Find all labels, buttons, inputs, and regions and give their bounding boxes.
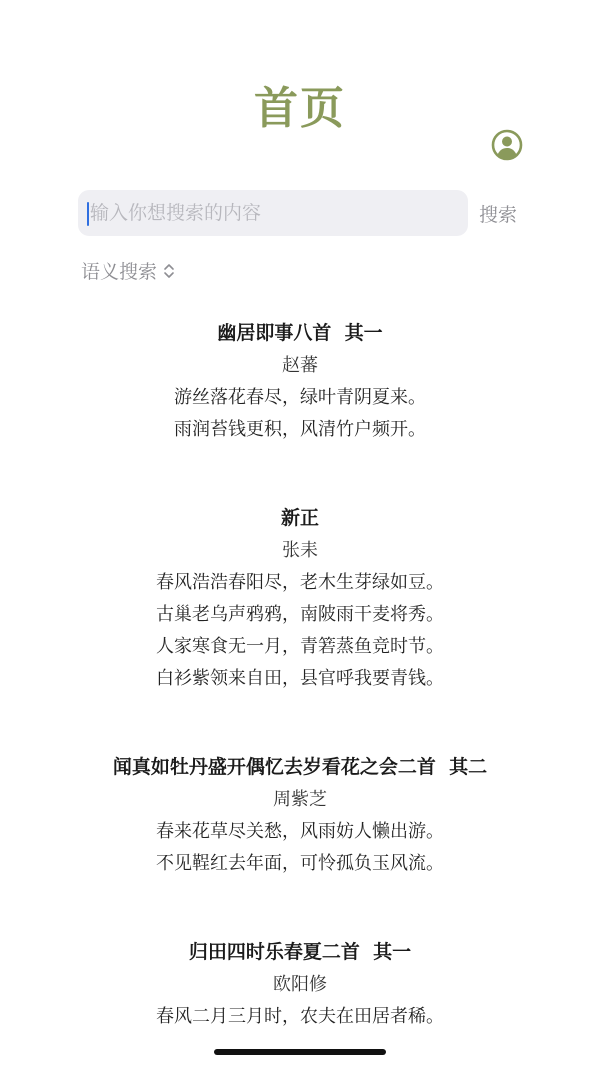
poem-author: 周紫芝 <box>273 789 327 810</box>
poem-card[interactable] <box>0 750 600 880</box>
poem-author: 欧阳修 <box>273 974 327 995</box>
search-input[interactable] <box>78 190 468 236</box>
poem-author: 赵蕃 <box>282 355 318 376</box>
poem-title: 幽居即事八首 其一 <box>217 322 383 344</box>
person-circle-icon <box>489 127 525 163</box>
poem-title: 闻真如牡丹盛开偶忆去岁看花之会二首 其二 <box>112 756 488 778</box>
poem-line: 春风浩浩春阳尽，老木生芽绿如豆。 <box>156 572 444 593</box>
search-bar <box>78 190 538 238</box>
poem-line: 不见鞓红去年面，可怜孤负玉风流。 <box>156 853 444 874</box>
poem-card[interactable] <box>0 501 600 695</box>
chevron-up-down-icon <box>163 262 175 280</box>
poem-title: 新正 <box>280 507 319 529</box>
home-indicator[interactable] <box>214 1049 386 1055</box>
poem-card[interactable] <box>0 316 600 446</box>
profile-button[interactable] <box>489 127 525 163</box>
poem-line: 春来花草尽关愁，风雨妨人懒出游。 <box>156 821 444 842</box>
poem-line: 雨润苔钱更积，风清竹户频开。 <box>174 419 426 440</box>
poem-line: 白衫紫领来自田，县官呼我要青钱。 <box>156 668 444 689</box>
search-button[interactable]: 搜索 <box>479 200 517 227</box>
text-cursor <box>87 202 89 226</box>
search-mode-label: 语义搜索 <box>81 261 158 283</box>
poem-line: 春风二月三月时，农夫在田居者稀。 <box>156 1006 444 1027</box>
poem-card[interactable] <box>0 935 600 1033</box>
poem-line: 古巢老乌声鸦鸦，南陂雨干麦将秀。 <box>156 604 444 625</box>
search-mode-selector[interactable] <box>81 257 175 284</box>
poem-author: 张耒 <box>282 540 318 561</box>
poem-list <box>0 316 600 1027</box>
page-title: 首页 <box>254 83 346 134</box>
poem-title: 归田四时乐春夏二首 其一 <box>188 941 412 963</box>
poem-line: 游丝落花春尽，绿叶青阴夏来。 <box>174 387 426 408</box>
poem-line: 人家寒食无一月，青箬蒸鱼竞时节。 <box>156 636 444 657</box>
